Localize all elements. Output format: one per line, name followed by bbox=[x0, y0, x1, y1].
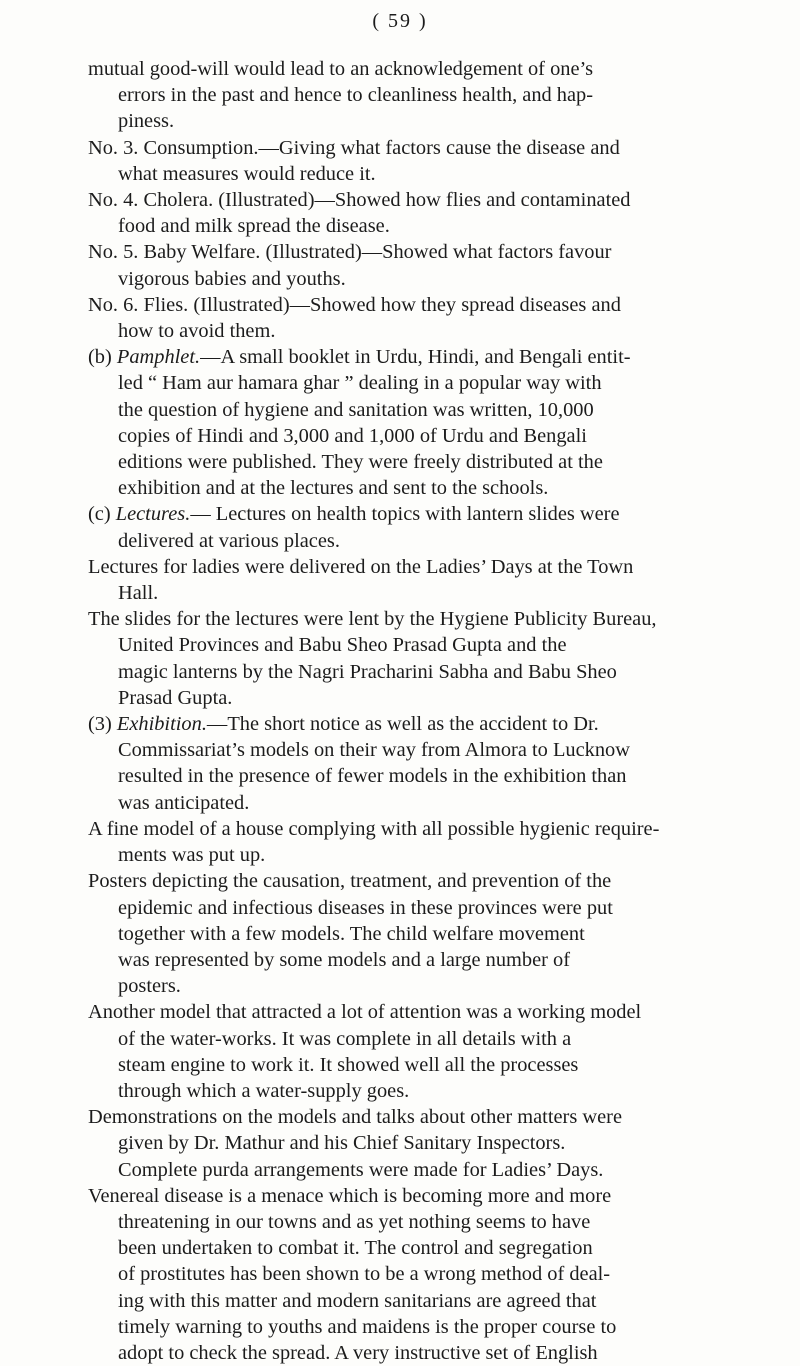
text-line bbox=[88, 1209, 748, 1235]
text-line bbox=[88, 370, 748, 396]
line-text: Consumption.—Giving what factors cause the disease and bbox=[143, 136, 620, 159]
line-text: The slides for the lectures were lent by the Hygiene Publicity Bureau, bbox=[88, 608, 657, 631]
line-text: the question of hygiene and sanitation was written, 10,000 bbox=[118, 398, 594, 421]
line-text: exhibition and at the lectures and sent to the schools. bbox=[118, 477, 549, 500]
line-text: Prasad Gupta. bbox=[118, 686, 233, 709]
line-text: delivered at various places. bbox=[118, 529, 340, 552]
text-line bbox=[88, 763, 748, 789]
paragraph bbox=[88, 239, 748, 291]
item-label: (c) bbox=[88, 503, 116, 526]
paragraph bbox=[88, 56, 748, 135]
line-text: timely warning to youths and maidens is the proper course to bbox=[118, 1315, 617, 1338]
text-line bbox=[88, 161, 748, 187]
body-text bbox=[88, 56, 748, 1366]
line-text: given by Dr. Mathur and his Chief Sanitary Inspectors. bbox=[118, 1132, 566, 1155]
line-text: Venereal disease is a menace which is becoming more and more bbox=[88, 1184, 612, 1207]
text-line bbox=[88, 1104, 748, 1130]
text-line bbox=[88, 318, 748, 344]
line-text: of the water-works. It was complete in all details with a bbox=[118, 1027, 572, 1050]
line-text: threatening in our towns and as yet nothing seems to have bbox=[118, 1210, 591, 1233]
item-label: No. 5. bbox=[88, 241, 144, 264]
text-line bbox=[88, 659, 748, 685]
text-line bbox=[88, 1157, 748, 1183]
line-text: — Lectures on health topics with lantern slides were bbox=[190, 503, 620, 526]
paragraph bbox=[88, 816, 748, 868]
text-line bbox=[88, 554, 748, 580]
page-number: ( 59 ) bbox=[372, 10, 428, 32]
text-line bbox=[88, 895, 748, 921]
text-line bbox=[88, 135, 748, 161]
paragraph bbox=[88, 554, 748, 606]
line-text: posters. bbox=[118, 975, 181, 998]
line-text: ments was put up. bbox=[118, 844, 266, 867]
line-text: vigorous babies and youths. bbox=[118, 267, 346, 290]
line-text: ing with this matter and modern sanitarians are agreed that bbox=[118, 1289, 597, 1312]
line-text: Posters depicting the causation, treatment, and prevention of the bbox=[88, 870, 612, 893]
italic-lead: Pamphlet. bbox=[116, 346, 201, 369]
text-line bbox=[88, 501, 748, 527]
text-line bbox=[88, 632, 748, 658]
line-text: what measures would reduce it. bbox=[118, 162, 376, 185]
line-text: Cholera. (Illustrated)—Showed how flies and contaminated bbox=[143, 189, 631, 212]
line-text: copies of Hindi and 3,000 and 1,000 of Urdu and Bengali bbox=[118, 424, 587, 447]
line-text: mutual good-will would lead to an acknowledgement of one’s bbox=[88, 58, 594, 80]
item-label: No. 6. bbox=[88, 293, 144, 316]
paragraph bbox=[88, 292, 748, 344]
line-text: adopt to check the spread. A very instructive set of English bbox=[118, 1341, 598, 1364]
text-line bbox=[88, 1130, 748, 1156]
line-text: together with a few models. The child welfare movement bbox=[118, 922, 585, 945]
text-line bbox=[88, 56, 748, 82]
text-line bbox=[88, 790, 748, 816]
line-text: food and milk spread the disease. bbox=[118, 215, 390, 238]
paragraph bbox=[88, 501, 748, 553]
line-text: errors in the past and hence to cleanliness health, and hap- bbox=[118, 84, 594, 107]
paragraph bbox=[88, 711, 748, 816]
line-text: Demonstrations on the models and talks about other matters were bbox=[88, 1106, 622, 1129]
line-text: —The short notice as well as the accident to Dr. bbox=[206, 713, 599, 736]
line-text: Lectures for ladies were delivered on the Ladies’ Days at the Town bbox=[88, 555, 634, 578]
paragraph bbox=[88, 344, 748, 501]
text-line bbox=[88, 266, 748, 292]
paragraph bbox=[88, 868, 748, 999]
text-line bbox=[88, 82, 748, 108]
line-text: Baby Welfare. (Illustrated)—Showed what factors favour bbox=[143, 241, 612, 264]
paragraph bbox=[88, 135, 748, 187]
line-text: steam engine to work it. It showed well all the processes bbox=[118, 1053, 579, 1076]
italic-lead: Exhibition. bbox=[116, 713, 207, 736]
line-text: A fine model of a house complying with all possible hygienic require- bbox=[88, 817, 660, 840]
text-line bbox=[88, 1078, 748, 1104]
text-line bbox=[88, 449, 748, 475]
line-text: how to avoid them. bbox=[118, 320, 276, 343]
line-text: Commissariat’s models on their way from Almora to Lucknow bbox=[118, 739, 630, 762]
paragraph bbox=[88, 606, 748, 711]
text-line bbox=[88, 816, 748, 842]
item-label: No. 4. bbox=[88, 189, 144, 212]
line-text: resulted in the presence of fewer models in the exhibition than bbox=[118, 765, 627, 788]
text-line bbox=[88, 423, 748, 449]
item-label: (3) bbox=[88, 713, 117, 736]
item-label: (b) bbox=[88, 346, 117, 369]
text-line bbox=[88, 999, 748, 1025]
line-text: United Provinces and Babu Sheo Prasad Gupta and the bbox=[118, 634, 567, 657]
text-line bbox=[88, 1261, 748, 1287]
paragraph bbox=[88, 999, 748, 1104]
text-line bbox=[88, 606, 748, 632]
item-label: No. 3. bbox=[88, 136, 144, 159]
text-line bbox=[88, 737, 748, 763]
text-line bbox=[88, 711, 748, 737]
line-text: been undertaken to combat it. The control and segregation bbox=[118, 1237, 593, 1260]
text-line bbox=[88, 1235, 748, 1261]
italic-lead: Lectures. bbox=[115, 503, 191, 526]
text-line bbox=[88, 921, 748, 947]
line-text: epidemic and infectious diseases in these provinces were put bbox=[118, 896, 613, 919]
line-text: Hall. bbox=[118, 582, 159, 605]
line-text: was represented by some models and a large number of bbox=[118, 948, 571, 971]
line-text: editions were published. They were freely distributed at the bbox=[118, 451, 603, 474]
line-text: Flies. (Illustrated)—Showed how they spread diseases and bbox=[143, 293, 621, 316]
paragraph bbox=[88, 1183, 748, 1366]
line-text: magic lanterns by the Nagri Pracharini Sabha and Babu Sheo bbox=[118, 660, 617, 683]
text-line bbox=[88, 292, 748, 318]
line-text: Complete purda arrangements were made for Ladies’ Days. bbox=[118, 1158, 604, 1181]
line-text: through which a water-supply goes. bbox=[118, 1079, 410, 1102]
text-line bbox=[88, 187, 748, 213]
line-text: of prostitutes has been shown to be a wrong method of deal- bbox=[118, 1263, 611, 1286]
text-line bbox=[88, 947, 748, 973]
text-line bbox=[88, 1340, 748, 1366]
text-line bbox=[88, 397, 748, 423]
line-text: piness. bbox=[118, 110, 175, 133]
line-text: led “ Ham aur hamara ghar ” dealing in a popular way with bbox=[118, 372, 602, 395]
paragraph bbox=[88, 187, 748, 239]
text-line bbox=[88, 108, 748, 134]
paragraph bbox=[88, 1104, 748, 1183]
line-text: was anticipated. bbox=[118, 791, 250, 814]
text-line bbox=[88, 868, 748, 894]
text-line bbox=[88, 528, 748, 554]
text-line bbox=[88, 973, 748, 999]
text-line bbox=[88, 842, 748, 868]
text-line bbox=[88, 1052, 748, 1078]
text-line bbox=[88, 1026, 748, 1052]
text-line bbox=[88, 213, 748, 239]
line-text: Another model that attracted a lot of attention was a working model bbox=[88, 1001, 642, 1024]
text-line bbox=[88, 475, 748, 501]
line-text: —A small booklet in Urdu, Hindi, and Bengali entit- bbox=[200, 346, 631, 369]
text-line bbox=[88, 580, 748, 606]
text-line bbox=[88, 685, 748, 711]
text-line bbox=[88, 1288, 748, 1314]
text-line bbox=[88, 1183, 748, 1209]
text-line bbox=[88, 1314, 748, 1340]
text-line bbox=[88, 344, 748, 370]
text-line bbox=[88, 239, 748, 265]
